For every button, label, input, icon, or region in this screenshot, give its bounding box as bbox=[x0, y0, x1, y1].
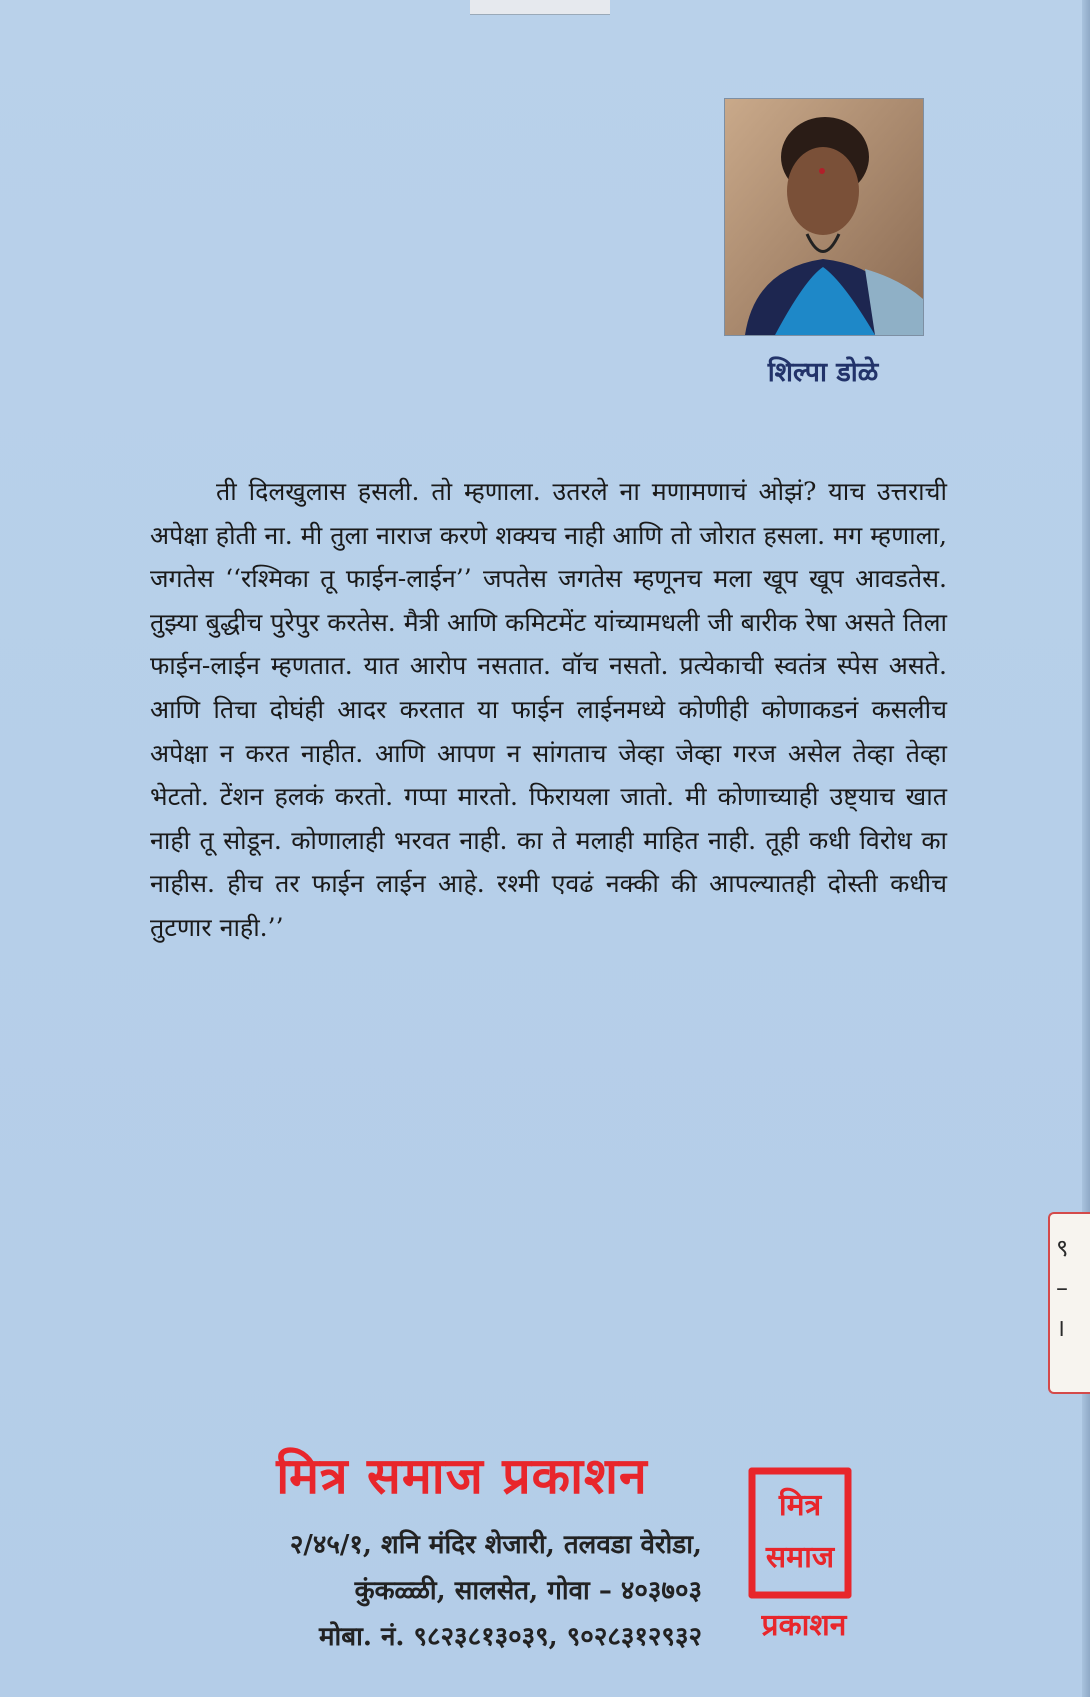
library-code-line: ९ bbox=[1056, 1234, 1069, 1262]
publisher-address bbox=[222, 1522, 702, 1660]
blurb-text: ती दिलखुलास हसली. तो म्हणाला. उतरले ना मणामणाचं ओझं? याच उत्तराची अपेक्षा होती ना. मी तुला नाराज करणे शक्यच नाही आणि तो जोरात हसला. मग म्हणाला, जगतेस ‘‘रश्मिका तू फाईन-लाईन’’ जपतेस जगतेस म्हणूनच मला खूप खूप आवडतेस. तुझ्या बुद्धीच पुरेपुर करतेस. मैत्री आणि कमिटमेंट यांच्यामधली जी बारीक रेषा असते तिला फाईन-लाईन म्हणतात. यात आरोप नसतात. वॉच नसतो. प्रत्येकाची स्वतंत्र स्पेस असते. आणि तिचा दोघंही आदर करतात या फाईन लाईनमध्ये कोणीही कोणाकडनं कसलीच अपेक्षा न करत नाहीत. आणि आपण न सांगताच जेव्हा जेव्हा गरज असेल तेव्हा तेव्हा भेटतो. टेंशन हलकं करतो. गप्पा मारतो. फिरायला जातो. मी कोणाच्याही उष्ट्याच खात नाही तू सोडून. कोणालाही भरवत नाही. का ते मलाही माहित नाही. तूही कधी विरोध का नाहीस. हीच तर फाईन लाईन आहे. रश्मी एवढं नक्की की आपल्यातही दोस्ती कधीच तुटणार नाही.’’ bbox=[150, 477, 947, 942]
cover-edge bbox=[1082, 0, 1090, 1697]
library-label bbox=[1048, 1212, 1090, 1394]
author-photo bbox=[724, 98, 924, 336]
publisher-logo-icon bbox=[740, 1463, 880, 1649]
library-code-line: । bbox=[1056, 1314, 1066, 1342]
library-code-line: – bbox=[1056, 1274, 1068, 1302]
logo-mid-text: समाज bbox=[765, 1540, 835, 1575]
address-line: २/४५/१, शनि मंदिर शेजारी, तलवडा वेरोडा, bbox=[289, 1530, 702, 1560]
publisher-name: मित्र समाज प्रकाशन bbox=[276, 1447, 648, 1505]
address-line: कुंकळ्ळी, सालसेत, गोवा – ४०३७०३ bbox=[354, 1576, 702, 1606]
author-name: शिल्पा डोळे bbox=[767, 357, 879, 388]
logo-bottom-text: प्रकाशन bbox=[761, 1608, 847, 1643]
logo-top-text: मित्र bbox=[778, 1488, 822, 1523]
library-code bbox=[1056, 1228, 1068, 1348]
author-portrait-icon bbox=[725, 99, 923, 335]
binding-strip bbox=[470, 0, 610, 15]
phone-line: मोबा. नं. ९८२३८१३०३९, ९०२८३१२९३२ bbox=[318, 1622, 702, 1652]
